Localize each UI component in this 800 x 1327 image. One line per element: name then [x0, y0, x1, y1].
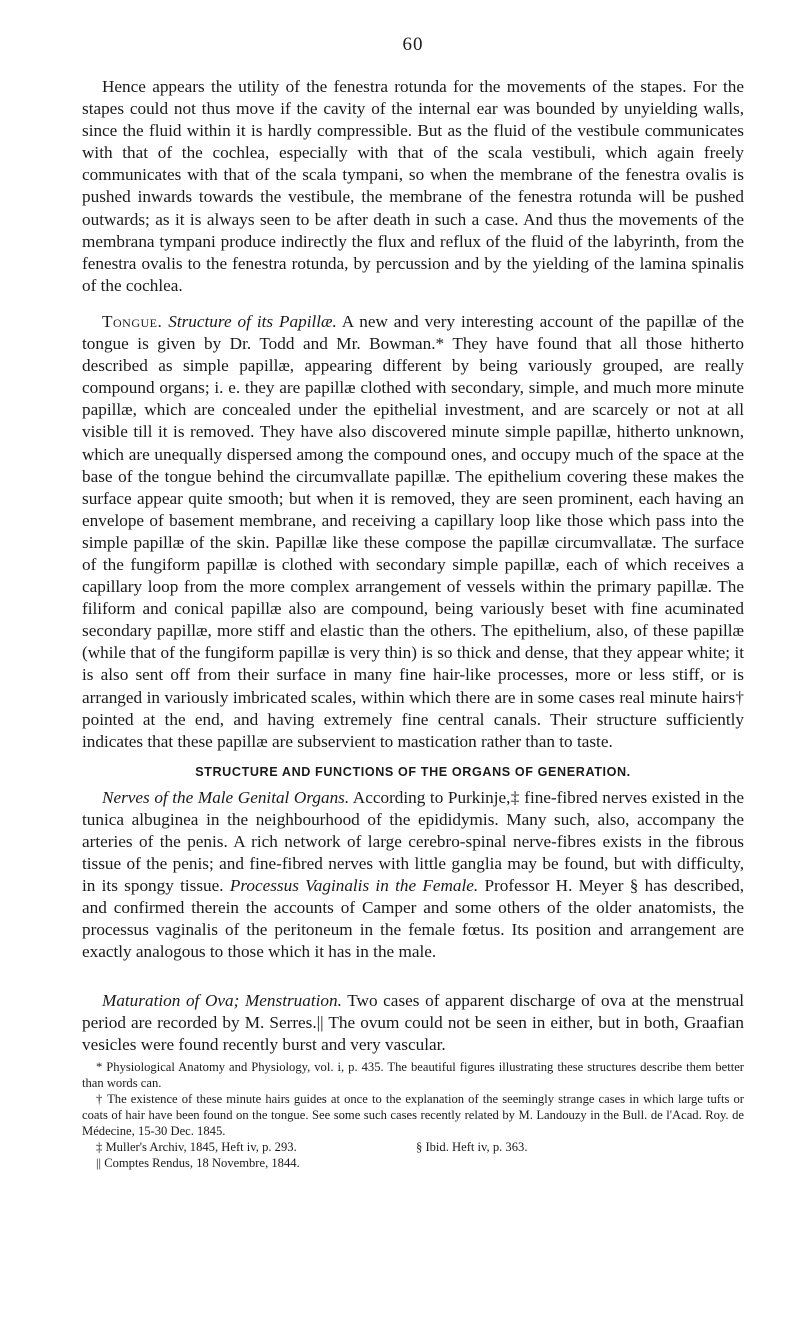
footnote-3a: ‡ Muller's Archiv, 1845, Heft iv, p. 293. [96, 1140, 297, 1155]
tongue-label: Tongue. [102, 311, 163, 331]
paragraph-tongue-papillae [82, 311, 744, 753]
paragraph-maturation [82, 990, 744, 1056]
tongue-title: Structure of its Papillæ. [168, 311, 337, 331]
footnote-1: * Physiological Anatomy and Physiology, vol. i, p. 435. The beautiful figures illustrating these structures describe them better than words can. [82, 1059, 744, 1090]
processus-title: Processus Vaginalis in the Female. [229, 876, 479, 896]
footnotes [82, 1059, 744, 1172]
section-heading: STRUCTURE AND FUNCTIONS OF THE ORGANS OF GENERATION. [195, 764, 631, 779]
paragraph-fenestra-rotunda: Hence appears the utility of the fenestra rotunda for the movements of the stapes. For the stapes could not thus move if the cavity of the internal ear was bounded by unyielding walls, since the fluid within it is hardly compressible. But as the fluid of the vestibule communicates with that of the cochlea, especially with that of the scala vestibuli, which again freely communicates with that of the scala tympani, so when the membrane of the fenestra ovalis is pushed inwards towards the vestibule, the membrane of the fenestra rotunda will be pushed outwards; as it is always seen to be after death in such a case. And thus the movements of the membrana tympani produce indirectly the flux and reflux of the fluid of the labyrinth, from the fenestra ovalis to the fenestra rotunda, by percussion and by the yielding of the lamina spinalis of the cochlea. [82, 77, 744, 295]
paragraph-nerves [82, 787, 744, 964]
page-number: 60 [402, 34, 424, 55]
footnote-4: || Comptes Rendus, 18 Novembre, 1844. [96, 1156, 300, 1171]
footnote-row-3 [82, 1139, 744, 1155]
tongue-body: A new and very interesting account of the papillæ of the tongue is given by Dr. Todd and Mr. Bowman.* They have found that all those hitherto described as simple papillæ, appearing different by being variously grouped, are really compound organs; i. e. they are papillæ clothed with secondary, simple, and much more minute papillæ, which are concealed under the epithelial investment, and are scarcely or not at all visible till it is removed. They have also discovered minute simple papillæ, hitherto unknown, which are unequally dispersed among the compound ones, and occupy much of the space at the base of the tongue behind the circumvallate papillæ. The epithelium covering these makes the surface appear quite smooth; but when it is removed, they are seen prominent, each having an envelope of basement membrane, and receiving a capillary loop like those which pass into the simple papillæ of the skin. Papillæ like these compose the papillæ circumvallatæ. The surface of the fungiform papillæ is clothed with secondary simple papillæ, each of which receives a capillary loop from the more complex arrangement of vessels within the primary papillæ. The filiform and conical papillæ also are compound, being variously beset with fine acuminated secondary papillæ, more stiff and elastic than the others. The epithelium, also, of these papillæ (while that of the fungiform papillæ is very thin) is so thick and dense, that they appear white; it is also sent off from their surface in many fine hair-like processes, more or less stiff, or is arranged in variously imbricated scales, within which there are in some cases real minute hairs† pointed at the end, and having extremely fine central canals. Their structure sufficiently indicates that these papillæ are subservient to mastication rather than to taste. [82, 311, 744, 751]
nerves-title: Nerves of the Male Genital Organs. [102, 787, 350, 807]
footnote-2: † The existence of these minute hairs guides at once to the explanation of the seemingly strange cases in which large tufts or coats of hair have been found on the tongue. See some such cases recently related by M. Landouzy in the Bull. de l'Acad. Roy. de Médecine, 15-30 Dec. 1845. [82, 1092, 744, 1139]
maturation-title: Maturation of Ova; Menstruation. [102, 990, 342, 1010]
maturation-body: Two cases of apparent discharge of ova at the menstrual period are recorded by M. Serres.|| The ovum could not be seen in either, but in both, Graafian vesicles were found recently burst and very vascular. [82, 990, 744, 1054]
book-page [82, 0, 744, 1172]
nerves-body: According to Purkinje,‡ fine-fibred nerves existed in the tunica albuginea in the neighbourhood of the epididymis. Many such, also, accompany the arteries of the penis. A rich network of large cerebro-spinal nerve-fibres exists in the fibrous tissue of the penis; and fine-fibred nerves with little ganglia may be found, but with difficulty, in its spongy tissue. [82, 787, 744, 896]
processus-body: Professor H. Meyer § has described, and confirmed therein the accounts of Camper and some others of the older anatomists, the processus vaginalis of the peritoneum in the female fœtus. Its position and arrangement are exactly analogous to those which it has in the male. [82, 876, 744, 962]
footnote-3b: § Ibid. Heft iv, p. 363. [416, 1140, 528, 1155]
